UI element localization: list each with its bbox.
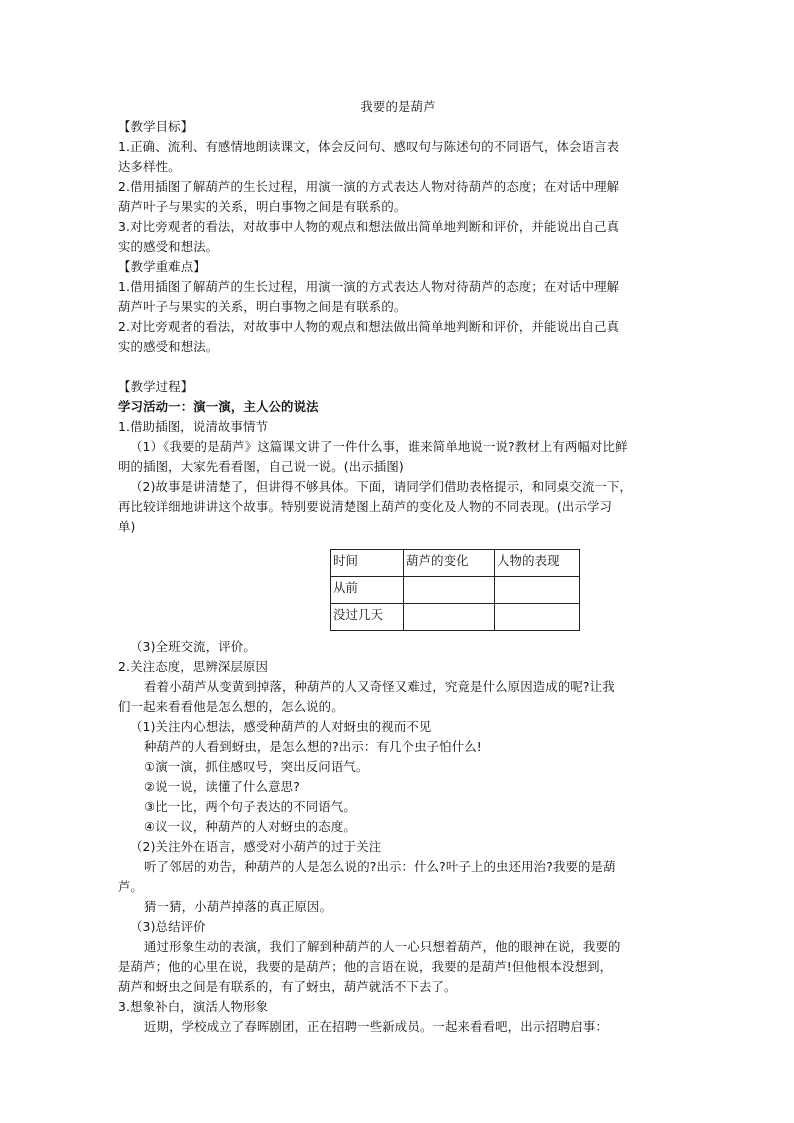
table-cell xyxy=(404,577,495,604)
list-item: ①演一演，抓住感叹号，突出反问语气。 xyxy=(144,759,369,774)
paragraph-line: 听了邻居的劝告，种葫芦的人是怎么说的?出示：什么?叶子上的虫还用治?我要的是葫 xyxy=(144,859,616,874)
objective-line: 达多样性。 xyxy=(118,159,181,174)
objective-line: 葫芦叶子与果实的关系，明白事物之间是有联系的。 xyxy=(118,199,407,214)
key-point-line: 1.借用插图了解葫芦的生长过程，用演一演的方式表达人物对待葫芦的态度；在对话中理解 xyxy=(118,279,620,294)
step-heading: 3.想象补白，演活人物形象 xyxy=(118,999,269,1014)
objective-line: 实的感受和想法。 xyxy=(118,239,219,254)
process-heading: 【教学过程】 xyxy=(118,379,194,394)
paragraph-line: 葫芦和蚜虫之间是有联系的，有了蚜虫，葫芦就活不下去了。 xyxy=(118,979,457,994)
objectives-heading: 【教学目标】 xyxy=(118,119,194,134)
paragraph-line: 芦。 xyxy=(118,879,144,894)
activity-heading: 学习活动一：演一演，主人公的说法 xyxy=(118,399,319,414)
table-cell: 从前 xyxy=(331,577,404,604)
table-header-cell: 时间 xyxy=(331,550,404,577)
page-title: 我要的是葫芦 xyxy=(360,99,436,114)
document-body xyxy=(118,97,678,1037)
key-point-line: 实的感受和想法。 xyxy=(118,339,219,354)
paragraph-line: （3)全班交流，评价。 xyxy=(130,639,256,654)
paragraph-line: 单) xyxy=(118,519,136,534)
study-sheet-table xyxy=(330,549,580,631)
table-header-cell: 葫芦的变化 xyxy=(404,550,495,577)
table-row xyxy=(331,577,580,604)
table-cell: 没过几天 xyxy=(331,604,404,631)
table-cell xyxy=(495,577,580,604)
table-header-cell: 人物的表现 xyxy=(495,550,580,577)
step-heading: 2.关注态度，思辨深层原因 xyxy=(118,659,269,674)
paragraph-line: 通过形象生动的表演，我们了解到种葫芦的人一心只想着葫芦，他的眼神在说，我要的 xyxy=(144,939,621,954)
sub-heading: （2)关注外在语言，感受对小葫芦的过于关注 xyxy=(130,839,382,854)
list-item: ②说一说，读懂了什么意思? xyxy=(144,779,300,794)
table-header-row xyxy=(331,550,580,577)
objective-line: 3.对比旁观者的看法，对故事中人物的观点和想法做出简单地判断和评价，并能说出自己真 xyxy=(118,219,620,234)
paragraph-line: 是葫芦；他的心里在说，我要的是葫芦；他的言语在说，我要的是葫芦!但他根本没想到， xyxy=(118,959,613,974)
step-heading: 1.借助插图，说清故事情节 xyxy=(118,419,269,434)
objective-line: 2.借用插图了解葫芦的生长过程，用演一演的方式表达人物对待葫芦的态度；在对话中理解 xyxy=(118,179,620,194)
list-item: ③比一比，两个句子表达的不同语气。 xyxy=(144,799,356,814)
sub-heading: （3)总结评价 xyxy=(130,919,206,934)
paragraph-line: （2)故事是讲清楚了，但讲得不够具体。下面，请同学们借助表格提示，和同桌交流一下， xyxy=(130,479,633,494)
paragraph-line: 再比较详细地讲讲这个故事。特别要说清楚图上葫芦的变化及人物的不同表现。(出示学习 xyxy=(118,499,613,514)
paragraph-line: 种葫芦的人看到蚜虫，是怎么想的?出示：有几个虫子怕什么! xyxy=(144,739,482,754)
key-points-heading: 【教学重难点】 xyxy=(118,259,206,274)
paragraph-line: 猜一猜，小葫芦掉落的真正原因。 xyxy=(144,899,333,914)
table-cell xyxy=(495,604,580,631)
key-point-line: 葫芦叶子与果实的关系，明白事物之间是有联系的。 xyxy=(118,299,407,314)
key-point-line: 2.对比旁观者的看法，对故事中人物的观点和想法做出简单地判断和评价，并能说出自己真 xyxy=(118,319,620,334)
paragraph-line: 们一起来看看他是怎么想的，怎么说的。 xyxy=(118,699,344,714)
paragraph-line: 近期，学校成立了春晖剧团，正在招聘一些新成员。一起来看看吧，出示招聘启事： xyxy=(144,1019,609,1034)
list-item: ④议一议，种葫芦的人对蚜虫的态度。 xyxy=(144,819,356,834)
blank-line xyxy=(118,357,678,377)
paragraph-line: 明的插图，大家先看看图，自己说一说。(出示插图) xyxy=(118,459,404,474)
objective-line: 1.正确、流利、有感情地朗读课文，体会反问句、感叹句与陈述句的不同语气，体会语言表 xyxy=(118,139,620,154)
table-cell xyxy=(404,604,495,631)
paragraph-line: （1）《我要的是葫芦》这篇课文讲了一件什么事，谁来简单地说一说?教材上有两幅对比鲜 xyxy=(130,439,628,454)
sub-heading: （1)关注内心想法，感受种葫芦的人对蚜虫的视而不见 xyxy=(130,719,432,734)
paragraph-line: 看着小葫芦从变黄到掉落，种葫芦的人又奇怪又难过，究竟是什么原因造成的呢?让我 xyxy=(144,679,615,694)
table-row xyxy=(331,604,580,631)
